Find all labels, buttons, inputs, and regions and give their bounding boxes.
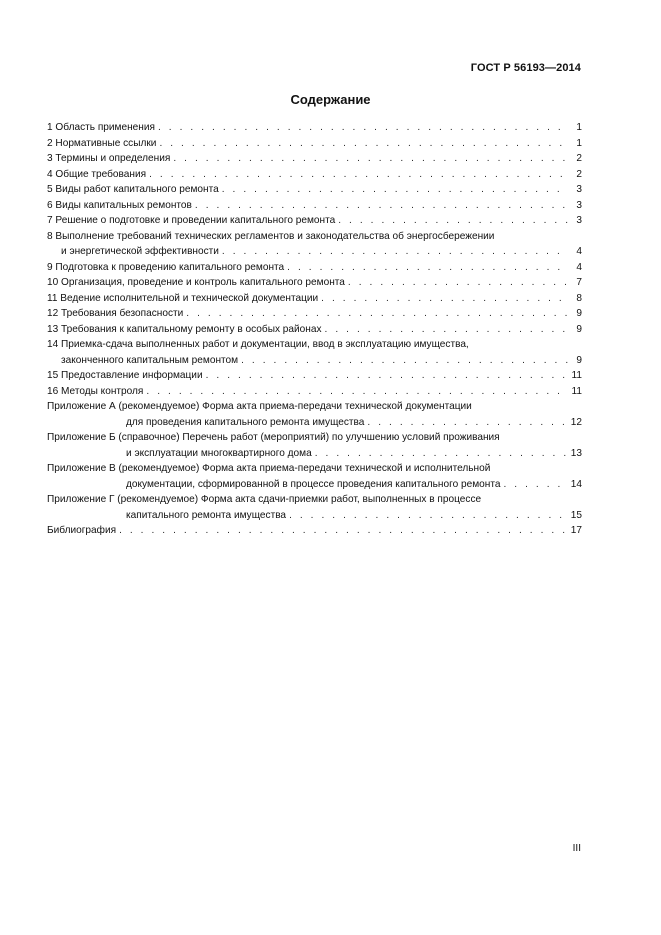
toc-entry[interactable] [47,151,582,167]
toc-entry[interactable] [47,275,582,291]
toc-entry-page: 4 [576,261,582,273]
toc-entry-title-continuation: и энергетической эффективности [61,246,219,257]
toc-entry-title: 8 Выполнение требований технических регламентов и законодательства об энергосбережении [47,230,495,242]
toc-entry[interactable] [47,492,582,523]
toc-entry-page: 3 [576,215,582,226]
toc-entry-title: 3 Термины и определения [47,153,171,164]
toc-entry[interactable] [47,430,582,461]
leader-dots [325,322,568,338]
toc-entry-title: 2 Нормативные ссылки [47,137,157,149]
toc-entry-page: 1 [576,137,582,149]
leader-dots [195,198,568,214]
toc-entry-page: 8 [576,292,582,304]
toc-entry[interactable] [47,461,582,492]
toc-entry-title: Библиография [47,525,117,536]
toc-entry-page: 2 [576,168,582,180]
toc-entry-page: 4 [576,246,582,257]
toc-entry-title: 6 Виды капитальных ремонтов [47,199,192,211]
leader-dots [119,523,568,539]
toc-entry-title: 5 Виды работ капитального ремонта [47,184,219,195]
toc-entry[interactable] [47,167,582,183]
toc-entry-title: 9 Подготовка к проведению капитального ремонта [47,261,285,273]
toc-entry-page: 11 [571,385,582,397]
leader-dots [222,244,568,260]
toc-entry-title: Приложение В (рекомендуемое) Форма акта приема-передачи технической и исполнительной [47,463,491,474]
toc-entry-page: 12 [570,416,582,428]
toc-entry[interactable] [47,368,582,384]
toc-entry-title: 16 Методы контроля [47,385,144,397]
toc-entry-title-continuation: документации, сформированной в процессе проведения капитального ремонта [126,478,501,490]
toc-entry-title: Приложение Б (справочное) Перечень работ (мероприятий) по улучшению условий проживания [47,432,500,443]
toc-entry[interactable] [47,291,582,307]
leader-dots [503,477,568,493]
leader-dots [206,368,568,384]
toc-entry-page: 3 [576,199,582,211]
leader-dots [315,446,568,462]
leader-dots [348,275,568,291]
toc-entry-page: 1 [576,122,582,133]
toc-entry[interactable] [47,306,582,322]
toc-entry-page: 7 [576,277,582,288]
toc-entry-title: 11 Ведение исполнительной и технической документации [47,292,319,304]
page-number: III [572,843,581,854]
toc-entry-title: 12 Требования безопасности [47,308,184,319]
toc-entry-title: Приложение Г (рекомендуемое) Форма акта сдачи-приемки работ, выполненных в процессе [47,494,482,505]
toc-entry-title: 7 Решение о подготовке и проведении капитального ремонта [47,215,336,226]
toc-entry[interactable] [47,337,582,368]
leader-dots [222,182,568,198]
toc-entry-title-continuation: и эксплуатации многоквартирного дома [126,447,312,459]
toc-entry-title-continuation: законченного капитальным ремонтом [61,354,239,366]
toc-entry[interactable] [47,136,582,152]
leader-dots [367,415,568,431]
toc-entry[interactable] [47,182,582,198]
toc-entry[interactable] [47,523,582,539]
toc-entry-title: Приложение А (рекомендуемое) Форма акта приема-передачи технической документации [47,401,472,412]
leader-dots [241,353,568,369]
leader-dots [159,136,568,152]
toc-entry[interactable] [47,322,582,338]
toc-entry-page: 3 [576,184,582,195]
document-code: ГОСТ Р 56193—2014 [470,62,581,74]
toc-entry-page: 15 [570,509,582,521]
toc-entry-page: 2 [576,153,582,164]
toc-entry-page: 13 [570,447,582,459]
toc-entry-title: 4 Общие требования [47,168,147,180]
leader-dots [158,120,568,136]
toc-entry-title: 13 Требования к капитальному ремонту в особых районах [47,323,322,335]
leader-dots [338,213,568,229]
toc-entry-title: 14 Приемка-сдача выполненных работ и документации, ввод в эксплуатацию имущества, [47,339,469,350]
toc-title: Содержание [290,92,371,107]
toc-entry-title: 15 Предоставление информации [47,370,203,381]
leader-dots [149,167,568,183]
leader-dots [287,260,568,276]
toc-entry-page: 14 [570,478,582,490]
toc-entry[interactable] [47,213,582,229]
toc-entry-title-continuation: для проведения капитального ремонта имущества [126,416,365,428]
toc-entry[interactable] [47,198,582,214]
toc-entry[interactable] [47,120,582,136]
table-of-contents [47,120,582,539]
toc-entry-title: 10 Организация, проведение и контроль капитального ремонта [47,277,345,288]
toc-entry-page: 17 [570,525,582,536]
toc-entry-page: 9 [576,308,582,319]
toc-entry[interactable] [47,229,582,260]
toc-entry-title-continuation: капитального ремонта имущества [126,509,287,521]
toc-entry-page: 9 [576,323,582,335]
leader-dots [321,291,568,307]
toc-entry[interactable] [47,260,582,276]
toc-entry-page: 9 [576,354,582,366]
toc-entry[interactable] [47,384,582,400]
leader-dots [289,508,568,524]
toc-entry[interactable] [47,399,582,430]
toc-entry-title: 1 Область применения [47,122,155,133]
toc-entry-page: 11 [571,370,582,381]
leader-dots [173,151,568,167]
leader-dots [186,306,568,322]
leader-dots [146,384,568,400]
